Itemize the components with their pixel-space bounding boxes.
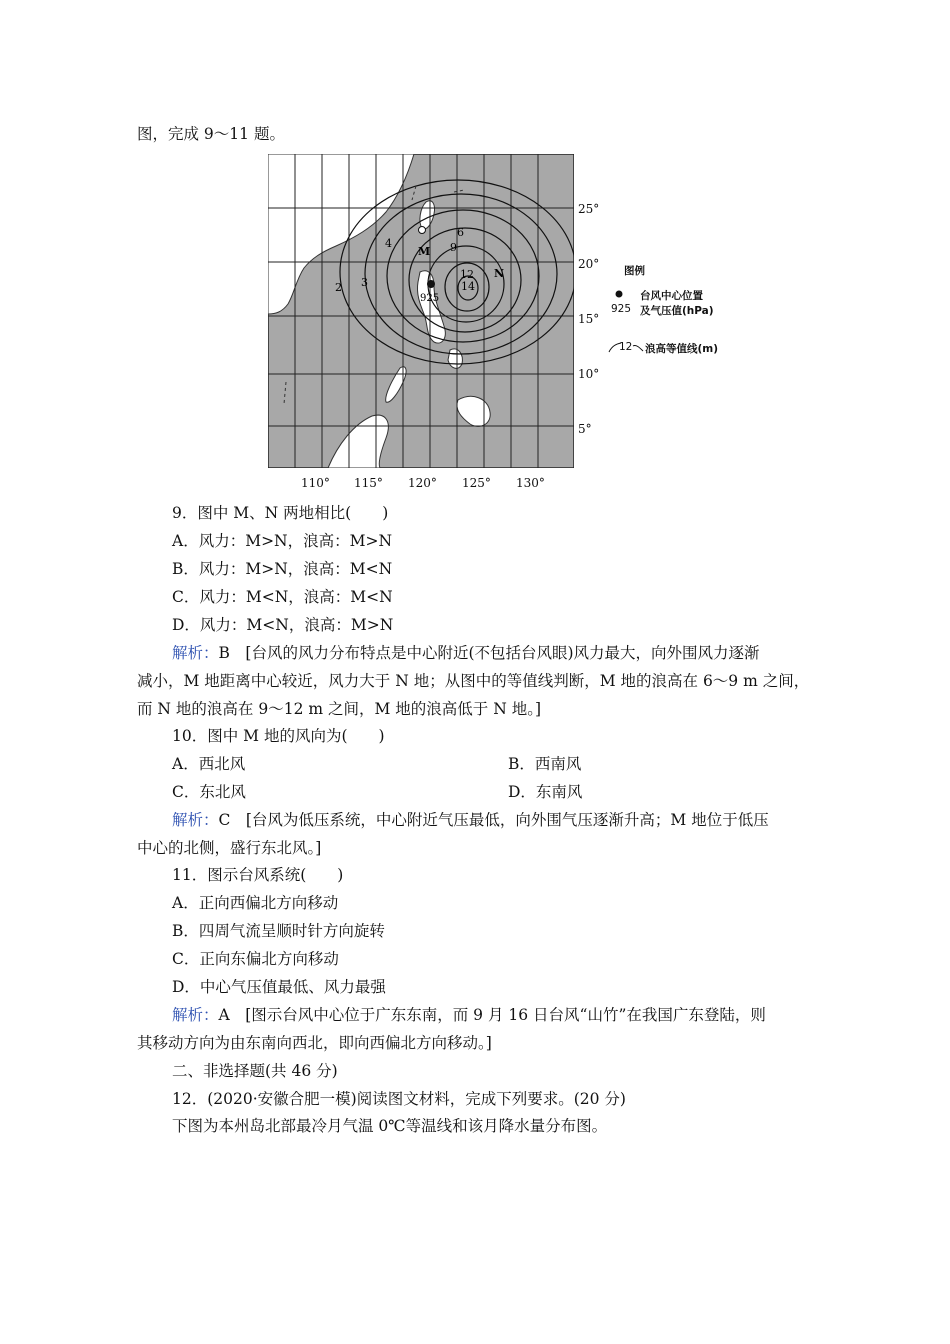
- legend-title: 图例: [624, 265, 645, 277]
- q10-answer-label: 解析：: [172, 811, 219, 829]
- q9-option-b: B．风力：M>N，浪高：M<N: [172, 560, 393, 578]
- q11-option-a: A．正向西偏北方向移动: [172, 894, 339, 912]
- q11-option-c: C．正向东偏北方向移动: [172, 950, 339, 968]
- q10-option-d: D．东南风: [508, 783, 583, 801]
- lon-110: 110°: [301, 476, 330, 490]
- contour-label-14: 14: [461, 280, 475, 293]
- q11-explanation-2: 其移动方向为由东南向西北，即向西偏北方向移动。]: [137, 1034, 492, 1052]
- lat-25: 25°: [578, 202, 600, 216]
- point-m-label: M: [418, 245, 431, 258]
- pressure-value: 925: [420, 293, 440, 304]
- q11-option-d: D．中心气压值最低、风力最强: [172, 978, 386, 996]
- q11-option-b: B．四周气流呈顺时针方向旋转: [172, 922, 385, 940]
- q11-answer-label: 解析：: [172, 1006, 219, 1024]
- q9-option-d: D．风力：M<N，浪高：M>N: [172, 616, 394, 634]
- lon-120: 120°: [408, 476, 437, 490]
- q11-exp1-text: A [图示台风中心位于广东东南，而 9 月 16 日台风“山竹”在我国广东登陆，则: [218, 1006, 766, 1024]
- lat-20: 20°: [578, 257, 600, 271]
- section-heading: 二、非选择题(共 46 分): [172, 1062, 338, 1080]
- lon-130: 130°: [516, 476, 545, 490]
- contour-label-3: 3: [361, 276, 368, 289]
- q10-explanation-1: [172, 810, 769, 830]
- q9-option-c: C．风力：M<N，浪高：M<N: [172, 588, 393, 606]
- legend-pressure: 925: [611, 303, 632, 315]
- intro-text: 图，完成 9～11 题。: [137, 125, 285, 143]
- legend-center-line1: 台风中心位置: [640, 290, 703, 302]
- q11-stem: 11．图示台风系统( ): [172, 866, 344, 884]
- contour-label-9: 9: [450, 241, 457, 254]
- contour-label-4: 4: [385, 237, 392, 250]
- legend-wave-value: 12: [619, 341, 633, 353]
- contour-label-12: 12: [460, 268, 474, 281]
- lon-125: 125°: [462, 476, 491, 490]
- point-n-label: N: [494, 267, 505, 280]
- q10-exp1-text: C [台风为低压系统，中心附近气压最低，向外围气压逐渐升高；M 地位于低压: [218, 811, 769, 829]
- q9-stem: 9．图中 M、N 两地相比( ): [172, 504, 389, 522]
- legend-wave-text: 浪高等值线(m): [645, 343, 719, 355]
- q10-option-a: A．西北风: [172, 755, 246, 773]
- q9-option-a: A．风力：M>N，浪高：M>N: [172, 532, 393, 550]
- q10-stem: 10．图中 M 地的风向为( ): [172, 727, 385, 745]
- contour-label-2: 2: [335, 281, 342, 294]
- legend-contour-tail-icon: [632, 342, 644, 354]
- q11-explanation-1: [172, 1005, 766, 1025]
- lat-15: 15°: [578, 312, 600, 326]
- contour-label-6: 6: [457, 226, 464, 239]
- legend-center-icon: [614, 289, 624, 299]
- typhoon-map: [268, 154, 574, 468]
- q10-option-b: B．西南风: [508, 755, 582, 773]
- q9-explanation-3: 而 N 地的浪高在 9～12 m 之间，M 地的浪高低于 N 地。]: [137, 700, 541, 718]
- lat-10: 10°: [578, 367, 600, 381]
- q9-exp1-text: B [台风的风力分布特点是中心附近(不包括台风眼)风力最大，向外围风力逐渐: [218, 644, 760, 662]
- lon-115: 115°: [354, 476, 383, 490]
- q10-explanation-2: 中心的北侧，盛行东北风。]: [137, 839, 322, 857]
- q9-explanation-2: 减小，M 地距离中心较近，风力大于 N 地；从图中的等值线判断，M 地的浪高在 6～9 m 之间，: [137, 672, 810, 690]
- legend-center-line2: 及气压值(hPa): [640, 305, 714, 317]
- q12-stem: 12．(2020·安徽合肥一模)阅读图文材料，完成下列要求。(20 分): [172, 1090, 626, 1108]
- q12-text: 下图为本州岛北部最冷月气温 0℃等温线和该月降水量分布图。: [172, 1117, 608, 1135]
- lat-5: 5°: [578, 422, 592, 436]
- q10-option-c: C．东北风: [172, 783, 246, 801]
- typhoon-center-icon: [427, 280, 435, 288]
- q9-answer-label: 解析：: [172, 644, 219, 662]
- q9-explanation-1: [172, 643, 760, 663]
